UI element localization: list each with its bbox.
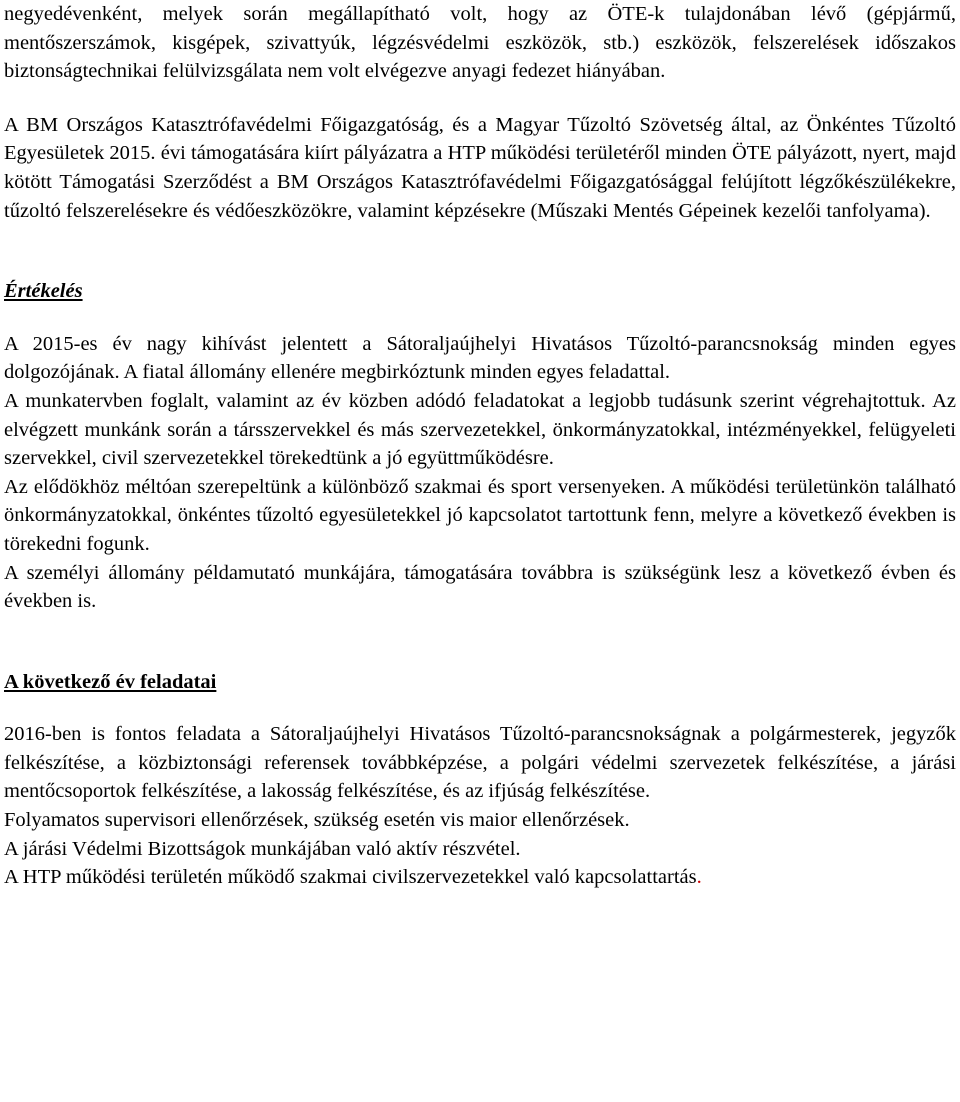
paragraph-grant-application: A BM Országos Katasztrófavédelmi Főigazgatóság, és a Magyar Tűzoltó Szövetség által, az Önkéntes Tűzoltó Egyesületek 2015. évi támogatására kiírt pályázatra a HTP működési területéről minden ÖTE pályázott, nyert, majd kötött Támogatási Szerződést a BM Országos Katasztrófavédelmi Főigazgatósággal felújított légzőkészülékekre, tűzoltó felszerelésekre és védőeszközökre, valamint képzésekre (Műszaki Mentés Gépeinek kezelői tanfolyama). — [4, 113, 956, 222]
paragraph-evaluation-4: A személyi állomány példamutató munkájára, támogatására továbbra is szükségünk lesz a következő évben és években is. — [4, 561, 956, 613]
spacer — [4, 306, 956, 330]
document-page — [4, 0, 956, 892]
spacer — [4, 225, 956, 277]
red-period-mark: . — [696, 866, 702, 889]
heading-next-year-tasks: A következő év feladatai — [4, 670, 217, 693]
spacer — [4, 696, 956, 720]
heading-evaluation: Értékelés — [4, 280, 83, 303]
spacer — [4, 86, 956, 111]
paragraph-next-year-3: A járási Védelmi Bizottságok munkájában való aktív részvétel. — [4, 837, 521, 860]
spacer — [4, 616, 956, 668]
paragraph-next-year-1: 2016-ben is fontos feladata a Sátoraljaújhelyi Hivatásos Tűzoltó-parancsnokságnak a polgármesterek, jegyzők felkészítése, a közbiztonsági referensek továbbképzése, a polgári védelmi szervezetek felkészítése, a járási mentőcsoportok felkészítése, a lakosság felkészítése, és az ifjúság felkészítése. — [4, 723, 956, 803]
paragraph-next-year-2: Folyamatos supervisori ellenőrzések, szükség esetén vis maior ellenőrzések. — [4, 809, 630, 832]
paragraph-equipment-inspection: negyedévenként, melyek során megállapítható volt, hogy az ÖTE-k tulajdonában lévő (gépjármű, mentőszerszámok, kisgépek, szivattyúk, légzésvédelmi eszközök, stb.) eszközök, felszerelések időszakos biztonságtechnikai felülvizsgálata nem volt elvégezve anyagi fedezet hiányában. — [4, 3, 956, 83]
paragraph-next-year-4 — [4, 863, 956, 892]
paragraph-evaluation-3: Az elődökhöz méltóan szerepeltünk a különböző szakmai és sport versenyeken. A működési területünkön található önkormányzatokkal, önkéntes tűzoltó egyesületekkel jó kapcsolatot tartottunk fenn, melyre a következő években is törekedni fogunk. — [4, 475, 956, 555]
paragraph-evaluation-1: A 2015-es év nagy kihívást jelentett a Sátoraljaújhelyi Hivatásos Tűzoltó-parancsnokság minden egyes dolgozójának. A fiatal állomány ellenére megbirkóztunk minden egyes feladattal. — [4, 332, 956, 384]
paragraph-evaluation-2: A munkatervben foglalt, valamint az év közben adódó feladatokat a legjobb tudásunk szerint végrehajtottuk. Az elvégzett munkánk során a társszervekkel és más szervezetekkel, önkormányzatokkal, intézményekkel, felügyeleti szervekkel, civil szervezetekkel törekedtünk a jó együttműködésre. — [4, 389, 956, 470]
paragraph-next-year-4-text: A HTP működési területén működő szakmai civilszervezetekkel való kapcsolattartás — [4, 866, 697, 889]
